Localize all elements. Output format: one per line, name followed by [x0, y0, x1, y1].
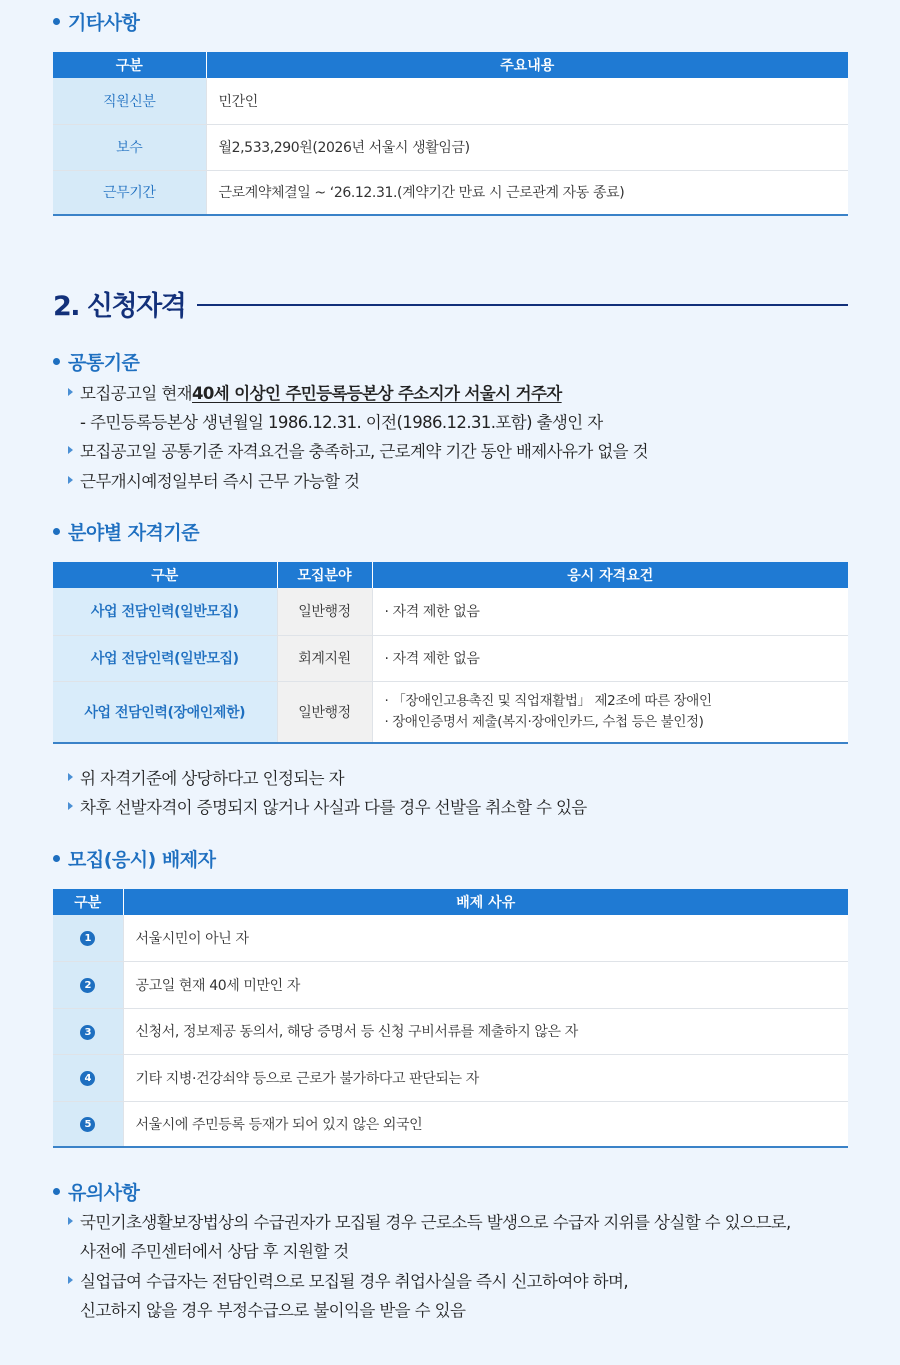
common-item-3: 근무개시예정일부터 즉시 근무 가능할 것	[68, 468, 359, 492]
triangle-bullet-icon	[68, 388, 73, 396]
field-row-category: 사업 전담인력(장애인제한)	[53, 681, 277, 743]
bullet-dot-icon	[53, 855, 60, 862]
exclusion-row-num	[53, 1008, 123, 1054]
table-row	[53, 915, 848, 961]
exclusion-heading: 모집(응시) 배제자	[53, 845, 215, 872]
field-header-category: 구분	[53, 562, 277, 588]
table-row	[53, 78, 848, 124]
other-table	[53, 52, 848, 216]
field-row-requirement: · 자격 제한 없음	[372, 588, 848, 635]
table-row	[53, 961, 848, 1008]
field-row-area: 일반행정	[277, 681, 372, 743]
field-row-category: 사업 전담인력(일반모집)	[53, 588, 277, 635]
section-title-text: 2. 신청자격	[53, 291, 186, 322]
notes-item-1-cont: 사전에 주민센터에서 상담 후 지원할 것	[80, 1242, 349, 1261]
common-heading: 공통기준	[53, 348, 139, 375]
triangle-bullet-icon	[68, 802, 73, 810]
field-row-area: 회계지원	[277, 635, 372, 681]
exclusion-row-reason: 공고일 현재 40세 미만인 자	[123, 961, 848, 1008]
field-row-area: 일반행정	[277, 588, 372, 635]
common-item-1-emphasis: 40세 이상인 주민등록등본상 주소지가 서울시 거주자	[192, 384, 562, 403]
notes-item-2-cont: 신고하지 않을 경우 부정수급으로 불이익을 받을 수 있음	[80, 1301, 466, 1320]
field-table-wrap	[53, 562, 848, 744]
notes-item-2: 실업급여 수급자는 전담인력으로 모집될 경우 취업사실을 즉시 신고하여야 하며,	[68, 1268, 628, 1292]
bullet-dot-icon	[53, 18, 60, 25]
field-row-requirement: · 자격 제한 없음	[372, 635, 848, 681]
bullet-dot-icon	[53, 358, 60, 365]
other-header-content: 주요내용	[206, 52, 848, 78]
common-item-1: 모집공고일 현재 40세 이상인 주민등록등본상 주소지가 서울시 거주자	[68, 380, 562, 404]
number-badge-icon: 5	[80, 1117, 95, 1132]
table-row	[53, 635, 848, 681]
triangle-bullet-icon	[68, 773, 73, 781]
field-header-area: 모집분야	[277, 562, 372, 588]
table-row	[53, 170, 848, 215]
exclusion-row-num	[53, 961, 123, 1008]
exclusion-row-num	[53, 1054, 123, 1101]
field-row-category: 사업 전담인력(일반모집)	[53, 635, 277, 681]
number-badge-icon: 1	[80, 931, 95, 946]
common-item-2: 모집공고일 공통기준 자격요건을 충족하고, 근로계약 기간 동안 배제사유가 없을 것	[68, 438, 648, 462]
table-row	[53, 1008, 848, 1054]
field-note-1: 위 자격기준에 상당하다고 인정되는 자	[68, 765, 344, 789]
section-title	[53, 284, 848, 323]
common-item-1-sub: - 주민등록등본상 생년월일 1986.12.31. 이전(1986.12.31.포함) 출생인 자	[80, 413, 603, 432]
exclusion-row-reason: 서울시에 주민등록 등재가 되어 있지 않은 외국인	[123, 1101, 848, 1147]
exclusion-header-reason: 배제 사유	[123, 889, 848, 915]
notes-heading: 유의사항	[53, 1178, 139, 1205]
exclusion-header-category: 구분	[53, 889, 123, 915]
table-row	[53, 124, 848, 170]
bullet-dot-icon	[53, 528, 60, 535]
exclusion-row-num	[53, 915, 123, 961]
other-row-value: 민간인	[206, 78, 848, 124]
table-row	[53, 1054, 848, 1101]
triangle-bullet-icon	[68, 476, 73, 484]
other-row-value: 근로계약체결일 ~ ‘26.12.31.(계약기간 만료 시 근로관계 자동 종료)	[206, 170, 848, 215]
field-heading: 분야별 자격기준	[53, 518, 199, 545]
exclusion-table-wrap	[53, 889, 848, 1148]
other-heading: 기타사항	[53, 8, 139, 35]
triangle-bullet-icon	[68, 446, 73, 454]
table-row	[53, 1101, 848, 1147]
exclusion-row-reason: 기타 지병·건강쇠약 등으로 근로가 불가하다고 판단되는 자	[123, 1054, 848, 1101]
bullet-dot-icon	[53, 1188, 60, 1195]
triangle-bullet-icon	[68, 1276, 73, 1284]
other-row-value: 월2,533,290원(2026년 서울시 생활임금)	[206, 124, 848, 170]
other-row-label: 보수	[53, 124, 206, 170]
section-title-divider	[197, 304, 848, 306]
exclusion-row-reason: 신청서, 정보제공 동의서, 해당 증명서 등 신청 구비서류를 제출하지 않은 자	[123, 1008, 848, 1054]
number-badge-icon: 3	[80, 1025, 95, 1040]
number-badge-icon: 2	[80, 978, 95, 993]
exclusion-table	[53, 889, 848, 1148]
table-row	[53, 588, 848, 635]
other-table-wrap	[53, 52, 848, 216]
exclusion-row-num	[53, 1101, 123, 1147]
exclusion-row-reason: 서울시민이 아닌 자	[123, 915, 848, 961]
triangle-bullet-icon	[68, 1217, 73, 1225]
field-note-2: 차후 선발자격이 증명되지 않거나 사실과 다를 경우 선발을 취소할 수 있음	[68, 794, 587, 818]
field-table	[53, 562, 848, 744]
notes-item-1: 국민기초생활보장법상의 수급권자가 모집될 경우 근로소득 발생으로 수급자 지위를 상실할 수 있으므로,	[68, 1209, 791, 1233]
field-header-requirement: 응시 자격요건	[372, 562, 848, 588]
other-row-label: 근무기간	[53, 170, 206, 215]
other-row-label: 직원신분	[53, 78, 206, 124]
other-header-category: 구분	[53, 52, 206, 78]
number-badge-icon: 4	[80, 1071, 95, 1086]
table-row	[53, 681, 848, 743]
field-row-requirement: · 「장애인고용촉진 및 직업재활법」 제2조에 따른 장애인 · 장애인증명서 제출(복지·장애인카드, 수첩 등은 불인정)	[372, 681, 848, 743]
